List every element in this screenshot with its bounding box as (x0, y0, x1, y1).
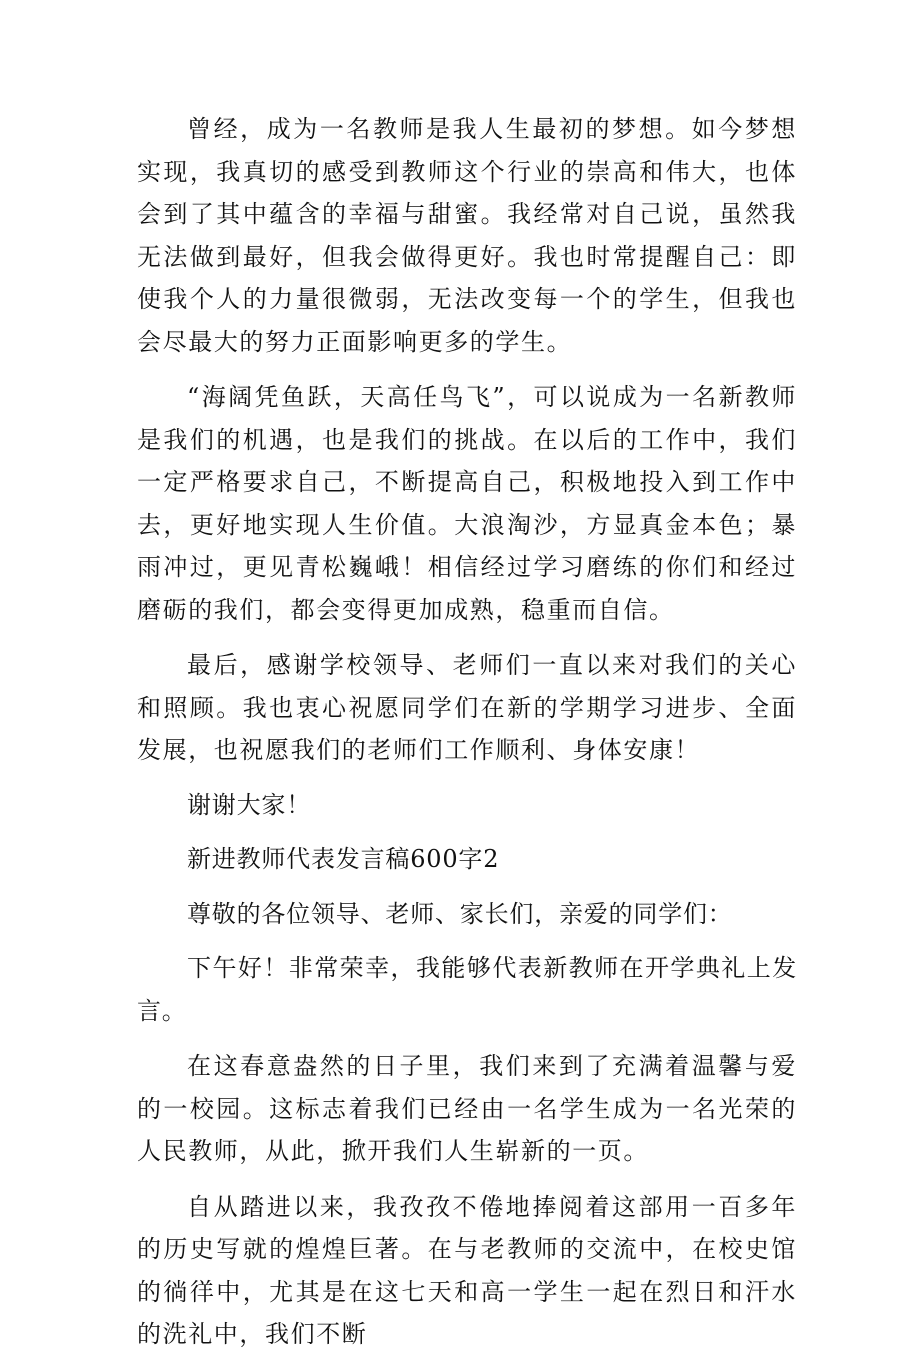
paragraph-thank-you: 谢谢大家！ (187, 790, 311, 819)
paragraph-salutation: 尊敬的各位领导、老师、家长们，亲爱的同学们： (187, 899, 733, 928)
paragraph-greeting: 下午好！非常荣幸，我能够代表新教师在开学典礼上发言。 (137, 954, 797, 1025)
paragraph-opportunity: “海阔凭鱼跃，天高任鸟飞”，可以说成为一名新教师是我们的机遇，也是我们的挑战。在以后的工作中，我们一定严格要求自己，不断提高自己，积极地投入到工作中去，更好地实现人生价值。大浪淘沙，方显真金本色；暴雨冲过，更见青松巍峨！相信经过学习磨练的你们和经过磨砺的我们，都会变得更加成熟，稳重而自信。 (137, 383, 797, 624)
paragraph-dream: 曾经，成为一名教师是我人生最初的梦想。如今梦想实现，我真切的感受到教师这个行业的崇高和伟大，也体会到了其中蕴含的幸福与甜蜜。我经常对自己说，虽然我无法做到最好，但我会做得更好。我也时常提醒自己：即使我个人的力量很微弱，无法改变每一个的学生，但我也会尽最大的努力正面影响更多的学生。 (137, 115, 797, 356)
paragraph-spring: 在这春意盎然的日子里，我们来到了充满着温馨与爱的一校园。这标志着我们已经由一名学生成为一名光荣的人民教师，从此，掀开我们人生崭新的一页。 (137, 1052, 797, 1165)
section-heading: 新进教师代表发言稿600字2 (187, 845, 500, 873)
document-body (137, 108, 797, 1356)
paragraph-history: 自从踏进以来，我孜孜不倦地捧阅着这部用一百多年的历史写就的煌煌巨著。在与老教师的交流中，在校史馆的徜徉中，尤其是在这七天和高一学生一起在烈日和汗水的洗礼中，我们不断 (137, 1192, 797, 1348)
paragraph-thanks: 最后，感谢学校领导、老师们一直以来对我们的关心和照顾。我也衷心祝愿同学们在新的学期学习进步、全面发展，也祝愿我们的老师们工作顺利、身体安康！ (137, 651, 797, 764)
